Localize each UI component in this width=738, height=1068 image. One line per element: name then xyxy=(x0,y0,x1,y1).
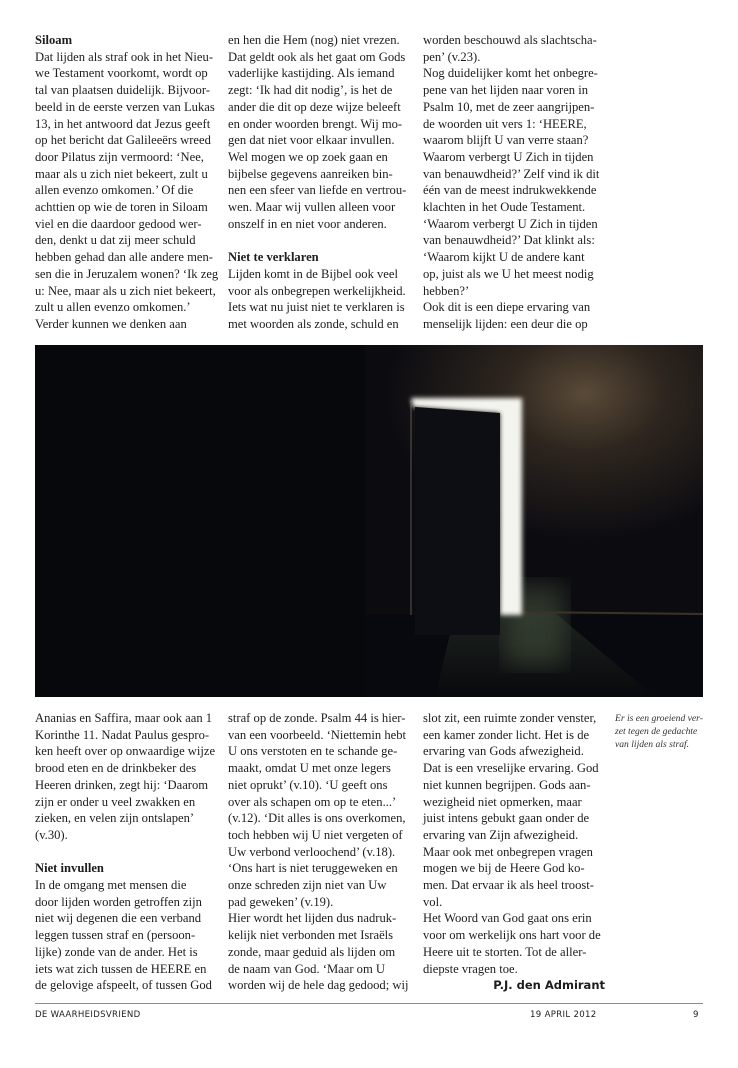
paragraph-gap xyxy=(35,844,217,861)
paragraph xyxy=(423,32,605,333)
paragraph xyxy=(35,710,217,844)
text-line: zieken, en velen zijn ontslapen’ xyxy=(35,811,195,826)
text-line: Korinthe 11. Nadat Paulus gespro- xyxy=(35,727,210,742)
text-line: u: Nee, maar als u zich niet bekeert, xyxy=(35,283,216,298)
text-line: Lijden komt in de Bijbel ook veel xyxy=(228,266,398,281)
text-line: ‘Ons hart is niet teruggeweken en xyxy=(228,861,398,876)
text-line: de gelovige afspeelt, of tussen God xyxy=(35,978,212,993)
text-line: 13, in het antwoord dat Jezus geeft xyxy=(35,116,211,131)
text-line: Wel mogen we op zoek gaan en xyxy=(228,149,388,164)
text-line: onszelf in en niet voor anderen. xyxy=(228,216,387,231)
text-line: Maar ook met onbegrepen vragen xyxy=(423,844,593,859)
publication-name: DE WAARHEIDSVRIEND xyxy=(35,1010,141,1020)
text-line: van benauwdheid?’ Zelf vind ik dit xyxy=(423,166,600,181)
text-line: ervaring van Zijn afwezigheid. xyxy=(423,827,579,842)
text-line: met woorden als zonde, schuld en xyxy=(228,316,399,331)
pull-quote-line: van lijden als straf. xyxy=(615,739,690,750)
text-line: wen. Maar wij vullen alleen voor xyxy=(228,200,396,215)
text-line: en onder woorden brengt. Wij mo- xyxy=(228,116,403,131)
pull-quote-line: zet tegen de gedachte xyxy=(615,726,698,737)
text-line: toch hebben wij U niet vergeten of xyxy=(228,827,403,842)
text-line: menselijk lijden: een deur die op xyxy=(423,316,588,331)
text-line: achttien op wie de toren in Siloam xyxy=(35,200,208,215)
author-signature: P.J. den Admirant xyxy=(493,978,605,993)
text-line: Uw verbond verloochend’ (v.18). xyxy=(228,844,396,859)
text-line: viel en die daardoor gedood wer- xyxy=(35,216,202,231)
text-line: nen een sfeer van liefde en vertrou- xyxy=(228,183,407,198)
text-line: ‘Waarom verbergt U Zich in tijden xyxy=(423,216,598,231)
text-line: niet kunnen begrijpen. Gods aan- xyxy=(423,777,591,792)
article-column-1-top xyxy=(35,32,217,333)
section-heading: Siloam xyxy=(35,33,73,47)
text-line: Ook dit is een diepe ervaring van xyxy=(423,300,591,315)
text-line: Heere uit te storten. Tot de aller- xyxy=(423,944,587,959)
text-line: op, juist als we U het meest nodig xyxy=(423,266,594,281)
text-line: hebben?’ xyxy=(423,283,470,298)
text-line: en hen die Hem (nog) niet vrezen. xyxy=(228,33,400,47)
text-line: brood eten en de drinkbeker des xyxy=(35,761,197,776)
text-line: van benauwdheid?’ Dat klinkt als: xyxy=(423,233,595,248)
text-line: zult u allen evenzo omkomen.’ xyxy=(35,300,191,315)
text-line: leggen tussen straf en (persoon- xyxy=(35,928,196,943)
open-door-photo xyxy=(35,345,703,697)
text-line: Ananias en Saffira, maar ook aan 1 xyxy=(35,711,213,725)
pull-quote xyxy=(615,712,715,751)
text-line: de naam van God. ‘Maar om U xyxy=(228,961,386,976)
text-line: Dat lijden als straf ook in het Nieu- xyxy=(35,49,214,64)
text-line: hebben gehad dan alle andere men- xyxy=(35,250,213,265)
text-line: ander die dit op deze wijze beleeft xyxy=(228,99,401,114)
section-heading: Niet invullen xyxy=(35,861,104,876)
text-line: mogen we bij de Heere God ko- xyxy=(423,861,585,876)
text-line: kelijk niet verbonden met Israëls xyxy=(228,928,394,943)
text-line: pene van het lijden naar voren in xyxy=(423,83,589,98)
text-line: op het bericht dat Galileeërs wreed xyxy=(35,133,211,148)
text-line: (v.30). xyxy=(35,827,68,842)
text-line: niet oprukt’ (v.10). ‘U geeft ons xyxy=(228,777,388,792)
text-line: Verder kunnen we denken aan xyxy=(35,316,187,331)
text-line: tal van plaatsen duidelijk. Bijvoor- xyxy=(35,83,210,98)
text-line: vaderlijke kastijding. Als iemand xyxy=(228,66,395,81)
article-column-3-bottom xyxy=(423,710,605,994)
text-line: ervaring van Gods afwezigheid. xyxy=(423,744,584,759)
text-line: we Testament voorkomt, wordt op xyxy=(35,66,208,81)
text-line: U ons verstoten en te schande ge- xyxy=(228,744,398,759)
text-line: lijke) zonde van de ander. Het is xyxy=(35,944,198,959)
text-line: van een voorbeeld. ‘Niettemin hebt xyxy=(228,727,406,742)
text-line: slot zit, een ruimte zonder venster, xyxy=(423,711,597,725)
text-line: Heeren drinken, zegt hij: ‘Daarom xyxy=(35,777,209,792)
text-line: de woorden uit vers 1: ‘HEERE, xyxy=(423,116,587,131)
text-line: Dat geldt ook als het gaat om Gods xyxy=(228,49,406,64)
text-line: ‘Waarom kijkt U de andere kant xyxy=(423,250,585,265)
text-line: iets wat zich tussen de HEERE en xyxy=(35,961,207,976)
text-line: voor om werkelijk ons hart voor de xyxy=(423,928,601,943)
article-column-3-top xyxy=(423,32,605,333)
issue-date: 19 APRIL 2012 xyxy=(530,1010,597,1020)
footer-rule xyxy=(35,1003,703,1004)
paragraph xyxy=(35,877,217,994)
text-line: bijbelse gegevens aanreiken bin- xyxy=(228,166,393,181)
paragraph xyxy=(35,49,217,333)
text-line: straf op de zonde. Psalm 44 is hier- xyxy=(228,711,406,725)
text-line: Dat is een vreselijke ervaring. God xyxy=(423,761,599,776)
article-column-1-bottom xyxy=(35,710,217,994)
text-line: onze schreden zijn niet van Uw xyxy=(228,878,387,893)
text-line: over als schapen om op te eten...’ xyxy=(228,794,397,809)
paragraph-gap xyxy=(228,232,410,249)
text-line: juist intens gebukt gaan onder de xyxy=(423,811,590,826)
text-line: zijn er onder u veel zwakken en xyxy=(35,794,196,809)
text-line: ken heeft over op onwaardige wijze xyxy=(35,744,216,759)
text-line: Psalm 10, met de zeer aangrijpen- xyxy=(423,99,595,114)
text-line: pad geweken’ (v.19). xyxy=(228,894,334,909)
article-column-2-top xyxy=(228,32,410,333)
paragraph xyxy=(228,32,410,232)
paragraph xyxy=(228,710,410,994)
text-line: Het Woord van God gaat ons erin xyxy=(423,911,592,926)
text-line: sen die in Jeruzalem wonen? ‘Ik zeg xyxy=(35,266,219,281)
text-line: gen dat niet voor elkaar invullen. xyxy=(228,133,395,148)
text-line: niet wij degenen die een verband xyxy=(35,911,202,926)
text-line: zegt: ‘Ik had dit nodig’, is het de xyxy=(228,83,393,98)
text-line: den, denkt u dat zij meer schuld xyxy=(35,233,196,248)
text-line: klachten in het Oude Testament. xyxy=(423,200,586,215)
text-line: Nog duidelijker komt het onbegre- xyxy=(423,66,598,81)
text-line: In de omgang met mensen die xyxy=(35,878,187,893)
text-line: waarom blijft U van verre staan? xyxy=(423,133,589,148)
text-line: een kamer zonder licht. Het is de xyxy=(423,727,590,742)
text-line: Hier wordt het lijden dus nadruk- xyxy=(228,911,397,926)
text-line: worden wij de hele dag gedood; wij xyxy=(228,978,409,993)
text-line: diepste vragen toe. xyxy=(423,961,518,976)
text-line: voor als onbegrepen werkelijkheid. xyxy=(228,283,406,298)
text-line: pen’ (v.23). xyxy=(423,49,481,64)
text-line: beeld in de eerste verzen van Lukas xyxy=(35,99,215,114)
pull-quote-line: Er is een groeiend ver- xyxy=(615,713,703,724)
text-line: maar als u zich niet bekeert, zult u xyxy=(35,166,208,181)
text-line: men. Dat ervaar ik als heel troost- xyxy=(423,878,594,893)
text-line: maakt, omdat U met onze legers xyxy=(228,761,391,776)
text-line: Waarom verbergt U Zich in tijden xyxy=(423,149,594,164)
text-line: zonde, maar geduid als lijden om xyxy=(228,944,396,959)
text-line: door lijden worden getroffen zijn xyxy=(35,894,202,909)
article-column-2-bottom xyxy=(228,710,410,994)
page-number: 9 xyxy=(693,1010,699,1020)
section-heading: Niet te verklaren xyxy=(228,250,319,265)
paragraph xyxy=(423,710,605,977)
text-line: door Pilatus zijn vermoord: ‘Nee, xyxy=(35,149,204,164)
paragraph xyxy=(228,266,410,333)
text-line: Iets wat nu juist niet te verklaren is xyxy=(228,300,405,315)
text-line: allen evenzo omkomen.’ Of die xyxy=(35,183,194,198)
text-line: worden beschouwd als slachtscha- xyxy=(423,33,597,47)
text-line: vol. xyxy=(423,894,443,909)
text-line: (v.12). ‘Dit alles is ons overkomen, xyxy=(228,811,406,826)
text-line: één van de meest indrukwekkende xyxy=(423,183,597,198)
text-line: wezigheid niet opmerken, maar xyxy=(423,794,582,809)
